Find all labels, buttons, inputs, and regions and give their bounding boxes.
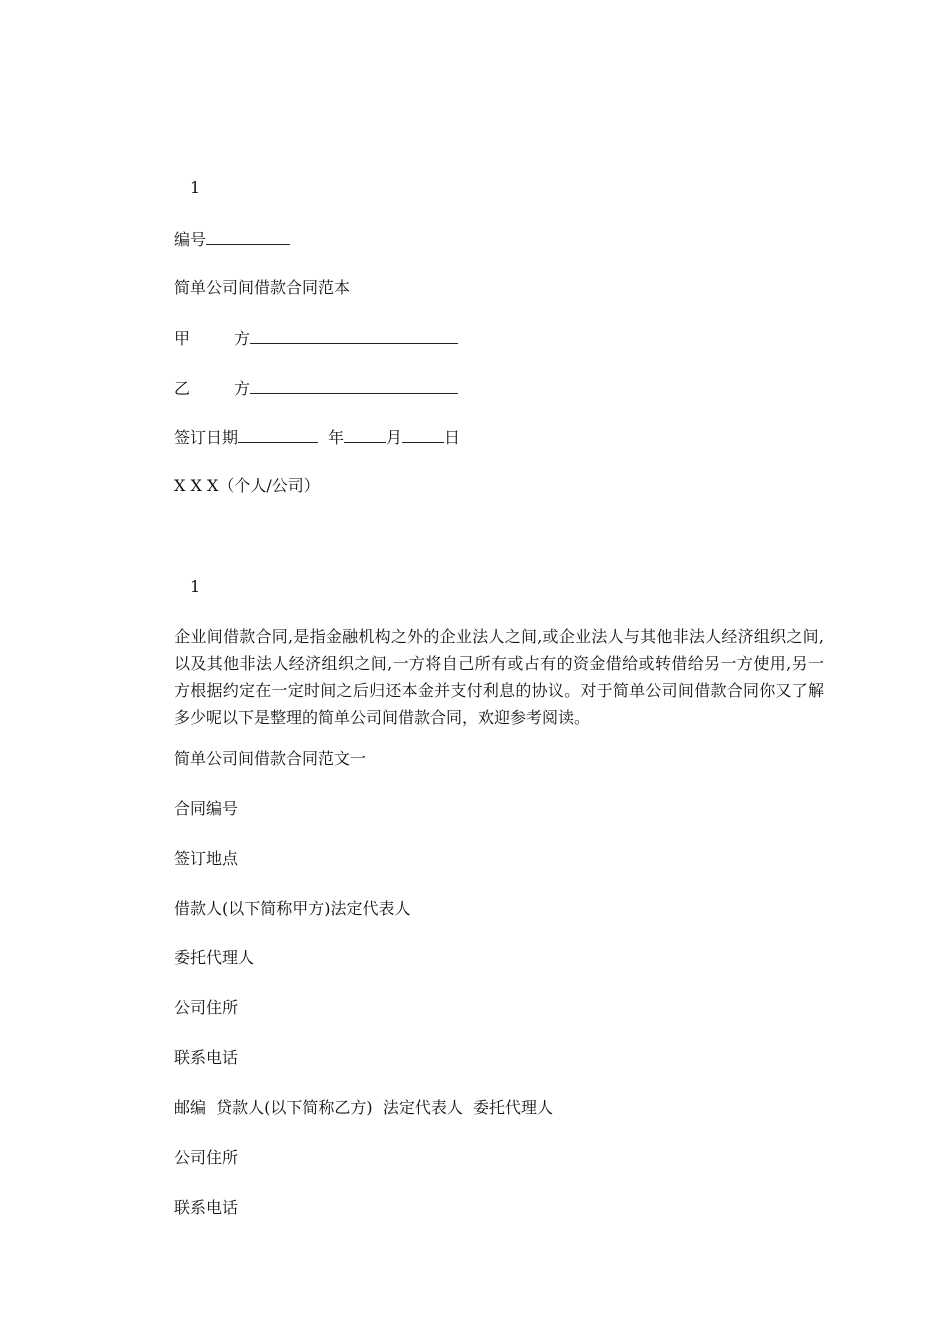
day-label: 日 [444,428,461,447]
party-b-line [174,377,458,399]
field-lender-phone: 联系电话 [174,1198,239,1217]
author-line: X X X（个人/公司） [174,476,320,495]
party-b-label-1: 乙 [174,379,191,398]
sign-date-blank [238,426,318,443]
page-number: 1 [190,178,201,197]
sign-date-label: 签订日期 [174,428,239,447]
field-borrower-phone: 联系电话 [174,1048,239,1067]
party-a-line [174,327,458,349]
party-b-label-2: 方 [234,379,251,398]
sign-date-line [174,426,460,448]
party-b-blank [250,377,458,394]
month-label: 月 [386,428,403,447]
sample-title: 简单公司间借款合同范文一 [174,749,367,768]
party-a-blank [250,327,458,344]
field-lender-address: 公司住所 [174,1148,239,1167]
field-borrower-agent: 委托代理人 [174,948,255,967]
party-a-label-2: 方 [234,329,251,348]
field-lender-line: 邮编 贷款人(以下简称乙方) 法定代表人 委托代理人 [174,1098,554,1117]
contract-number-label: 编号 [174,230,207,249]
document-title: 简单公司间借款合同范本 [174,278,351,297]
intro-paragraph-text: 企业间借款合同,是指金融机构之外的企业法人之间,或企业法人与其他非法人经济组织之间,以及其他非法人经济组织之间,一方将自己所有或占有的资金借给或转借给另一方使用,另一方根据约定在一定时间之后归还本金并支付利息的协议。对于简单公司间借款合同你又了解多少呢以下是整理的简单公司间借款合同，欢迎参考阅读。 [174,627,824,727]
page-number-second: 1 [190,577,201,596]
field-sign-place: 签订地点 [174,849,239,868]
year-label: 年 [328,428,345,447]
field-borrower-address: 公司住所 [174,998,239,1017]
field-borrower-representative: 借款人(以下简称甲方)法定代表人 [174,899,411,918]
intro-paragraph [174,623,824,731]
party-a-label-1: 甲 [174,329,191,348]
month-blank [344,426,386,443]
contract-number-line [174,228,290,250]
day-blank [402,426,444,443]
field-contract-number: 合同编号 [174,799,239,818]
contract-number-blank [206,228,290,245]
